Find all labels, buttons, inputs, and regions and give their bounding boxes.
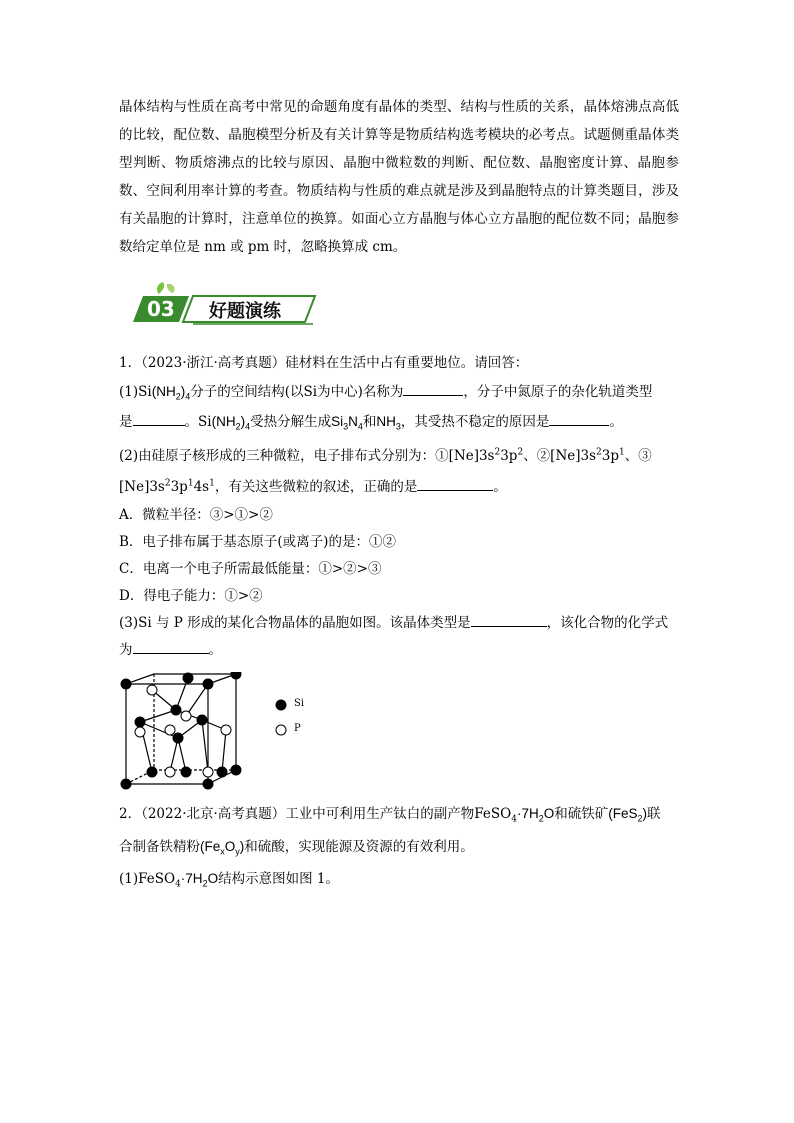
answer-blank[interactable] [133, 639, 209, 654]
legend-p-marker [276, 725, 286, 735]
q2-line3: $(1)FeSO_4\cdot 7H_2O$结构示意图如图 1。 [119, 871, 339, 890]
q1-header: 1．（2023·浙江·高考真题）硅材料在生活中占有重要地位。请回答： [119, 355, 529, 371]
crystal-cell-figure [118, 672, 318, 790]
answer-blank[interactable] [133, 411, 185, 426]
answer-blank[interactable] [417, 476, 493, 491]
intro-paragraph: 晶体结构与性质在高考中常见的命题角度有晶体的类型、结构与性质的关系，晶体熔沸点高低的比较，配位数、晶胞模型分析及有关计算等是物质结构选考模块的必考点。试题侧重晶体类型判断、物质熔沸点的比较与原因、晶胞中微粒数的判断、配位数、晶胞密度计算、晶胞参数、空间利用率计算的考查。物质结构与性质的难点就是涉及到晶胞特点的计算类题目，涉及有关晶胞的计算时，注意单位的换算。如面心立方晶胞与体心立方晶胞的配位数不同；晶胞参数给定单位是 nm 或 pm 时，忽略换算成 cm。 [119, 99, 679, 255]
q2-line2: 合制备铁精粉$(Fe_xO_y)$和硫酸，实现能源及资源的有效利用。 [119, 839, 474, 857]
leaf-icon [157, 282, 164, 294]
answer-blank[interactable] [549, 411, 609, 426]
q1-part3-line1: (3)Si 与 P 形成的某化合物晶体的晶胞如图。该晶体类型是 ，该化合物的化学式 [119, 612, 668, 634]
option-c[interactable]: C．电离一个电子所需最低能量：①>②>③ [119, 561, 382, 577]
q1-part2-line2: $[Ne]3s^23p^14s^1$，有关这些微粒的叙述，正确的是 。 [119, 476, 507, 498]
q2-line1: 2．（2022·北京·高考真题）工业中可利用生产钛白的副产物$FeSO_4\cdot 7H_2O$和硫铁矿(FeS$_2$)联 [119, 806, 661, 825]
q1-part3-line2: 为 。 [119, 639, 222, 661]
legend-si-label: Si [294, 698, 305, 709]
answer-blank[interactable] [471, 612, 547, 627]
legend-si-marker [276, 700, 286, 710]
answer-blank[interactable] [403, 381, 463, 396]
legend-p-label: P [294, 723, 301, 734]
option-d[interactable]: D．得电子能力：①>② [119, 588, 263, 604]
option-b[interactable]: B．电子排布属于基态原子(或离子)的是：①② [119, 534, 396, 550]
q1-part1-line1: $(1)Si(NH_2)_4$分子的空间结构(以Si为中心)名称为 ，分子中氮原子的杂化轨道类型 [119, 381, 652, 403]
q1-part2-line1: (2)由硅原子核形成的三种微粒，电子排布式分别为：$①[Ne]3s^23p^2$、$②[Ne]3s^23p^1$、③ [119, 447, 652, 464]
section-number: 03 [147, 297, 175, 321]
section-banner [133, 280, 323, 326]
q1-part1-line2: 是 。$Si(NH_2)_4$受热分解生成$Si_3N_4$和$NH_3$，其受热不稳定的原因是 。 [119, 411, 623, 433]
section-title: 好题演练 [209, 301, 281, 322]
option-a[interactable]: A．微粒半径：③>①>② [119, 507, 273, 523]
